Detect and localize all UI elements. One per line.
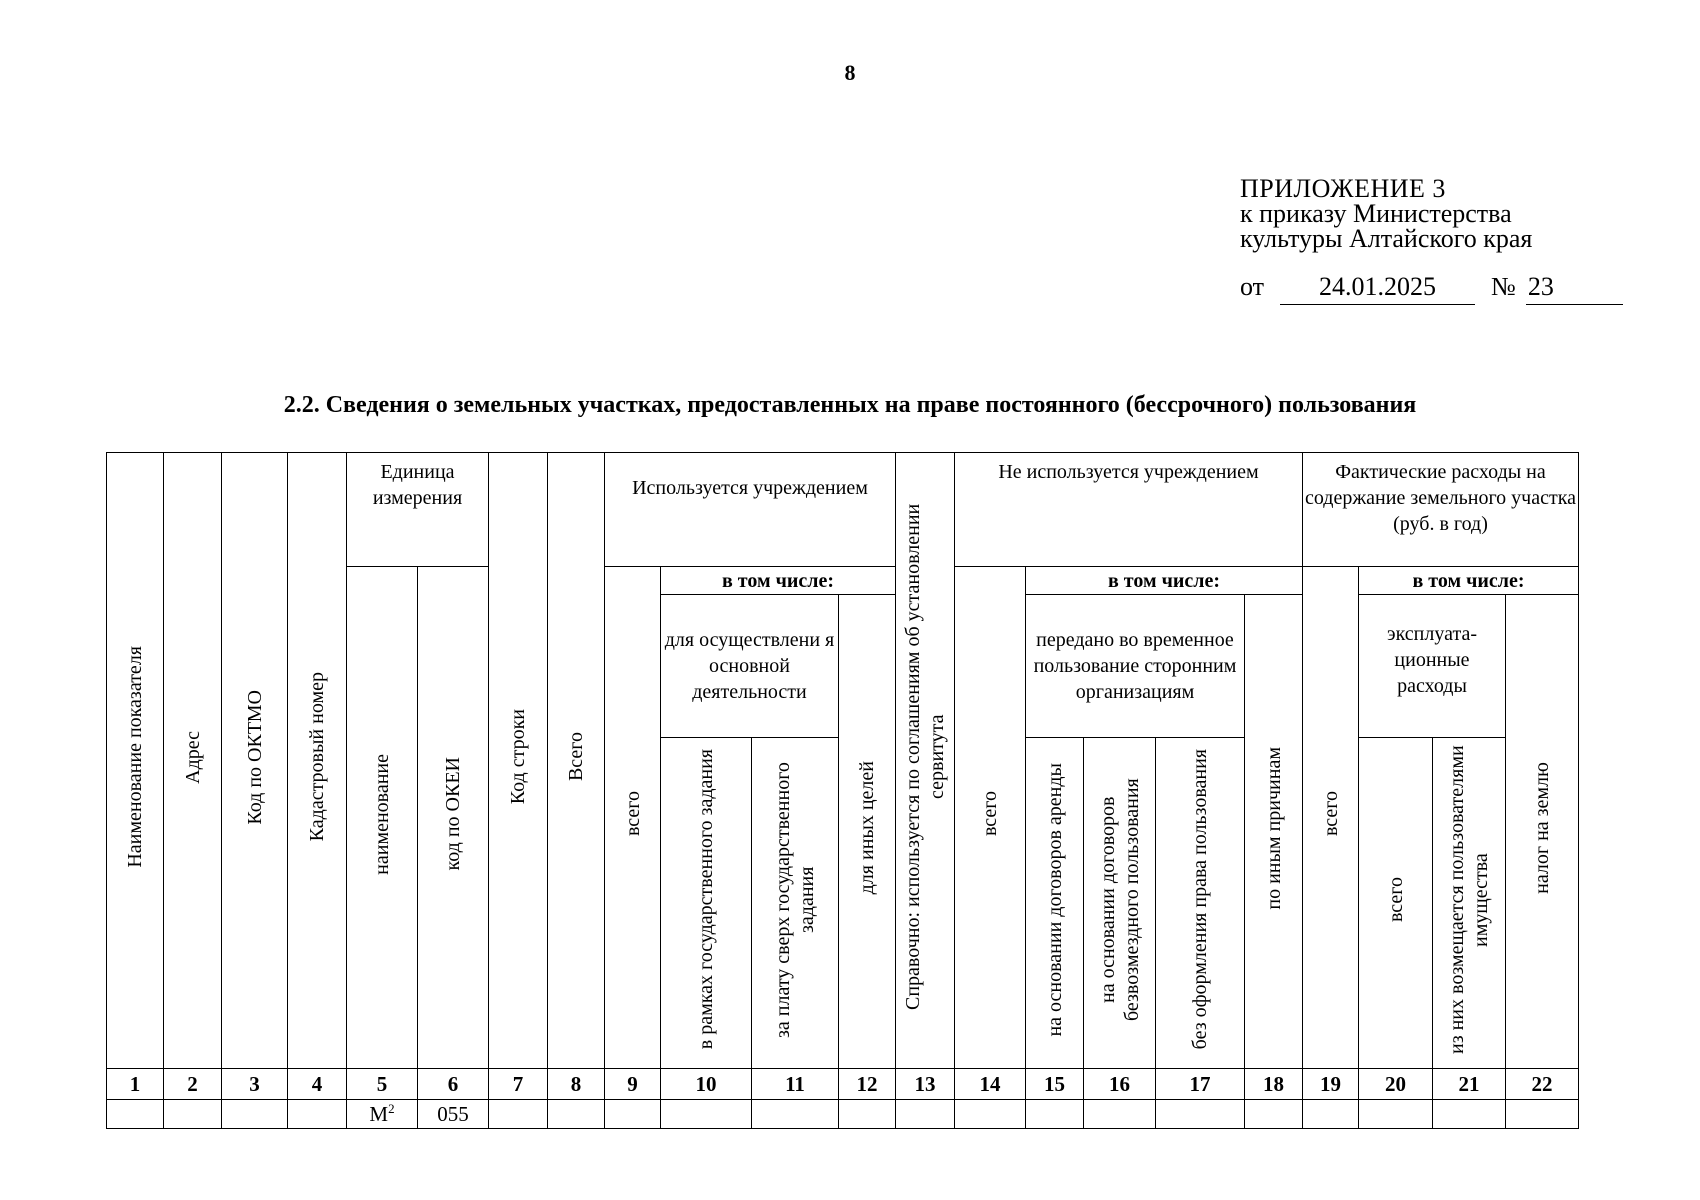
header-okei-code: код по ОКЕИ <box>418 567 489 1069</box>
data-cell <box>955 1100 1026 1129</box>
appendix-line-3: культуры Алтайского края <box>1240 224 1533 253</box>
okei-code-cell: 055 <box>418 1100 489 1129</box>
data-cell <box>661 1100 752 1129</box>
column-number: 13 <box>896 1069 955 1100</box>
column-number: 17 <box>1156 1069 1245 1100</box>
header-expenses-group: Фактические расходы на содержание земельного участка (руб. в год) <box>1303 453 1579 567</box>
header-oktmo-code: Код по ОКТМО <box>222 453 288 1069</box>
number-label: № <box>1491 272 1516 301</box>
header-unit-group: Единица измерения <box>347 453 489 567</box>
data-cell <box>1303 1100 1359 1129</box>
header-above-task: за плату сверх государственного задания <box>752 738 839 1069</box>
header-temp-use: передано во временное пользование сторонним организациям <box>1026 595 1245 738</box>
column-number: 9 <box>605 1069 661 1100</box>
data-cell <box>489 1100 548 1129</box>
header-used-including: в том числе: <box>661 567 896 595</box>
data-cell <box>222 1100 288 1129</box>
data-cell <box>1433 1100 1506 1129</box>
data-cell <box>1084 1100 1156 1129</box>
page-number: 8 <box>844 60 856 85</box>
header-cadastral-number: Кадастровый номер <box>288 453 347 1069</box>
header-free-use: на основании договоров безвозмездного пользования <box>1084 738 1156 1069</box>
header-state-task: в рамках государственного задания <box>661 738 752 1069</box>
data-cell <box>164 1100 222 1129</box>
appendix-title: ПРИЛОЖЕНИЕ 3 <box>1240 174 1446 203</box>
header-used-group: Используется учреждением <box>605 453 896 567</box>
column-number: 2 <box>164 1069 222 1100</box>
data-cell <box>1506 1100 1579 1129</box>
appendix-block <box>1240 176 1532 251</box>
order-number: 23 <box>1526 272 1623 305</box>
column-number: 11 <box>752 1069 839 1100</box>
column-number: 8 <box>548 1069 605 1100</box>
header-main-activity: для осуществлени я основной деятельности <box>661 595 839 738</box>
column-number: 22 <box>1506 1069 1579 1100</box>
data-cell <box>288 1100 347 1129</box>
order-date: 24.01.2025 <box>1280 272 1475 305</box>
header-expenses-including: в том числе: <box>1359 567 1579 595</box>
header-expenses-total: всего <box>1303 567 1359 1069</box>
header-servitude: Справочно: используется по соглашениям об установлении сервитута <box>896 453 955 1069</box>
column-number: 14 <box>955 1069 1026 1100</box>
column-number: 19 <box>1303 1069 1359 1100</box>
unit-name-cell: $М^2$ <box>347 1100 418 1129</box>
header-reimbursed: из них возмещается пользователями имущества <box>1433 738 1506 1069</box>
header-lease: на основании договоров аренды <box>1026 738 1084 1069</box>
header-row-code: Код строки <box>489 453 548 1069</box>
header-unit-name: наименование <box>347 567 418 1069</box>
column-number: 5 <box>347 1069 418 1100</box>
header-not-used-total: всего <box>955 567 1026 1069</box>
column-number: 15 <box>1026 1069 1084 1100</box>
header-total: Всего <box>548 453 605 1069</box>
header-operating-total: всего <box>1359 738 1433 1069</box>
header-not-used-group: Не используется учреждением <box>955 453 1303 567</box>
header-used-total: всего <box>605 567 661 1069</box>
column-number: 3 <box>222 1069 288 1100</box>
land-plots-table <box>106 452 1579 1129</box>
column-numbers-row <box>107 1069 1579 1100</box>
column-number: 1 <box>107 1069 164 1100</box>
column-number: 4 <box>288 1069 347 1100</box>
header-not-used-including: в том числе: <box>1026 567 1303 595</box>
column-number: 18 <box>1245 1069 1303 1100</box>
header-other-reasons: по иным причинам <box>1245 595 1303 1069</box>
header-land-tax: налог на землю <box>1506 595 1579 1069</box>
appendix-line-2: к приказу Министерства <box>1240 199 1512 228</box>
column-number: 7 <box>489 1069 548 1100</box>
header-indicator-name: Наименование показателя <box>107 453 164 1069</box>
column-number: 10 <box>661 1069 752 1100</box>
data-cell <box>107 1100 164 1129</box>
data-cell <box>1359 1100 1433 1129</box>
header-address: Адрес <box>164 453 222 1069</box>
column-number: 21 <box>1433 1069 1506 1100</box>
column-number: 16 <box>1084 1069 1156 1100</box>
data-row <box>107 1100 1579 1129</box>
header-other-purposes: для иных целей <box>839 595 896 1069</box>
header-no-rights: без оформления права пользования <box>1156 738 1245 1069</box>
data-cell <box>1245 1100 1303 1129</box>
data-cell <box>1156 1100 1245 1129</box>
header-operating: эксплуата-ционные расходы <box>1359 595 1506 738</box>
column-number: 20 <box>1359 1069 1433 1100</box>
data-cell <box>548 1100 605 1129</box>
data-cell <box>1026 1100 1084 1129</box>
data-cell <box>896 1100 955 1129</box>
order-line <box>1240 272 1623 305</box>
data-cell <box>839 1100 896 1129</box>
section-title <box>0 392 1700 419</box>
data-cell <box>605 1100 661 1129</box>
date-label: от <box>1240 272 1265 301</box>
column-number: 12 <box>839 1069 896 1100</box>
column-number: 6 <box>418 1069 489 1100</box>
section-title-text: 2.2. Сведения о земельных участках, предоставленных на праве постоянного (бессрочного) пользования <box>283 392 1417 418</box>
data-cell <box>752 1100 839 1129</box>
